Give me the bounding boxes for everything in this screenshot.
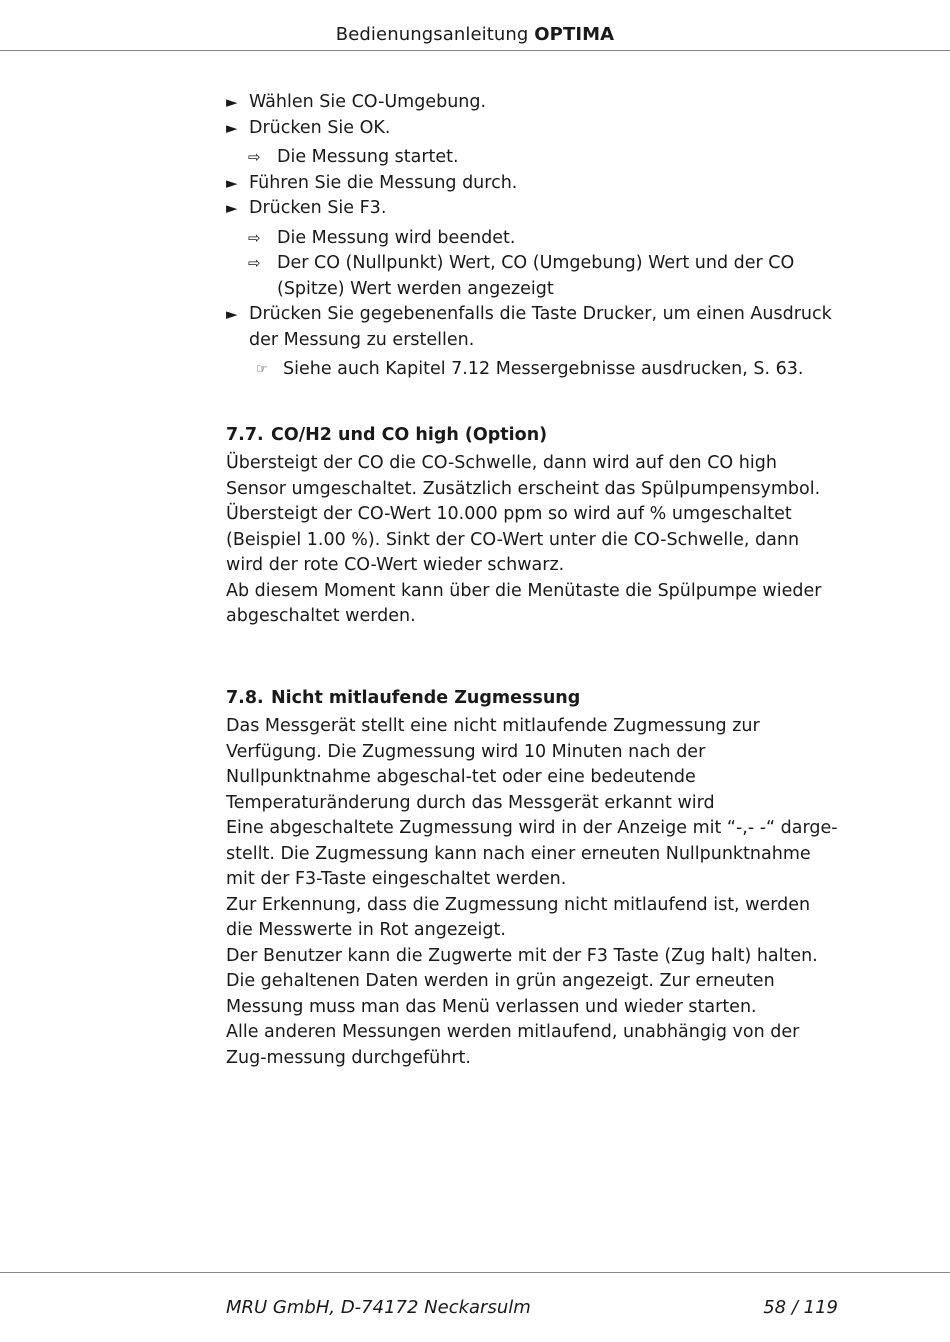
arrow-right-icon: ► [226,118,238,137]
pointing-hand-icon: ☞ [256,362,268,377]
result-text: Die Messung wird beendet. [277,227,516,248]
paragraph: Ab diesem Moment kann über die Menütaste die Spülpumpe wieder abgeschaltet werden. [226,580,822,626]
result-item [226,145,841,171]
outline-arrow-icon: ⇨ [248,148,261,166]
section-7-8 [226,686,841,1072]
result-text: Der CO (Nullpunkt) Wert, CO (Umgebung) Wert und der CO (Spitze) Wert werden angezeigt [277,253,795,299]
step-item [226,116,841,142]
paragraph: Das Messgerät stellt eine nicht mitlaufende Zugmessung zur Verfügung. Die Zugmessung wird 10 Minuten nach der Nullpunktnahme abgeschal-tet oder eine bedeutende Temperaturänderung durch das Messgerät erkannt wird [226,716,760,813]
header-title [0,24,950,45]
page-number: 58 / 119 [763,1297,838,1318]
arrow-right-icon: ► [226,93,238,111]
section-title: Nicht mitlaufende Zugmessung [271,687,581,708]
step-item [226,171,841,197]
result-item [226,226,841,252]
step-item [226,90,841,116]
section-title: CO/H2 und CO high (Option) [271,424,548,445]
header-title-prefix: Bedienungsanleitung [335,24,535,45]
step-text: Wählen Sie CO-Umgebung. [249,92,487,112]
footer-company: MRU GmbH, D-74172 Neckarsulm [226,1297,531,1318]
paragraph: Alle anderen Messungen werden mitlaufend, unabhängig von der Zug-messung durchgeführt. [226,1022,800,1068]
arrow-right-icon: ► [226,199,238,217]
page-header [0,0,950,51]
paragraph: Der Benutzer kann die Zugwerte mit der F3 Taste (Zug halt) halten. Die gehaltenen Daten werden in grün angezeigt. Zur erneuten Messung muss man das Menü verlassen und wieder starten. [226,945,818,1017]
page-content [226,90,841,1071]
paragraph: Eine abgeschaltete Zugmessung wird in der Anzeige mit “-,- -“ darge-stellt. Die Zugmessung kann nach einer erneuten Nullpunktnahme mit der F3-Taste eingeschaltet werden. [226,818,838,889]
step-text: Drücken Sie F3. [249,198,387,218]
paragraph: Zur Erkennung, dass die Zugmessung nicht mitlaufend ist, werden die Messwerte in Rot angezeigt. [226,894,811,940]
section-number: 7.7. [226,424,264,445]
outline-arrow-icon: ⇨ [248,228,261,247]
step-text: Drücken Sie gegebenenfalls die Taste Drucker, um einen Ausdruck der Messung zu erstellen. [249,304,832,350]
section-7-7 [226,423,841,630]
step-item [226,196,841,222]
section-heading [226,423,841,449]
section-number: 7.8. [226,687,264,708]
arrow-right-icon: ► [226,305,238,323]
paragraph: Übersteigt der CO die CO-Schwelle, dann wird auf den CO high Sensor umgeschaltet. Zusätzlich erscheint das Spülpumpensymbol. Übersteigt der CO-Wert 10.000 ppm so wird auf % umgeschaltet (Beispiel 1.00 %). Sinkt der CO-Wert unter die CO-Schwelle, dann wird der rote CO-Wert wieder schwarz. [226,453,821,575]
step-text: Führen Sie die Messung durch. [249,172,518,193]
step-item [226,302,841,353]
header-title-product: OPTIMA [534,24,615,45]
outline-arrow-icon: ⇨ [248,254,261,272]
result-text: Die Messung startet. [277,147,459,167]
footer-divider [0,1272,950,1273]
section-heading [226,686,841,712]
reference-item [226,357,841,383]
step-text: Drücken Sie OK. [249,117,391,138]
arrow-right-icon: ► [226,173,238,192]
reference-text: Siehe auch Kapitel 7.12 Messergebnisse ausdrucken, S. 63. [283,359,804,379]
result-item [226,251,841,302]
